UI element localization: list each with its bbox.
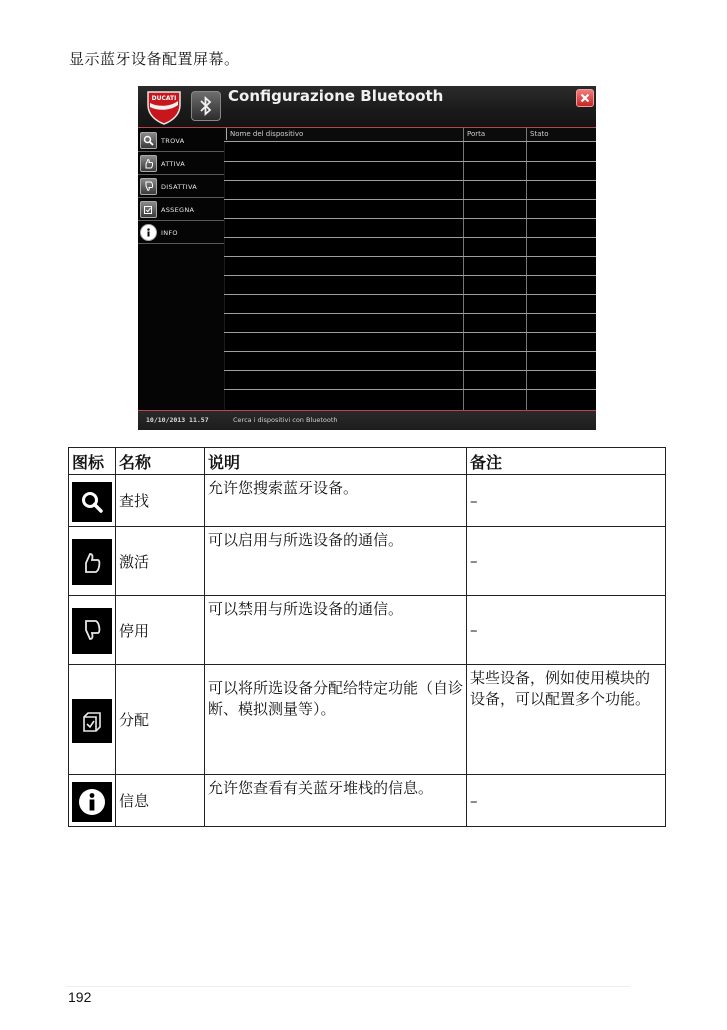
thumbs-down-icon: [72, 608, 112, 654]
sidebar-item-assegna[interactable]: ASSEGNA: [138, 199, 224, 221]
thumbs-down-icon: [140, 178, 157, 195]
table-row: [69, 527, 666, 596]
row-note: 某些设备，例如使用模块的设备，可以配置多个功能。: [467, 665, 666, 775]
bluetooth-icon: [199, 96, 213, 116]
row-note: –: [467, 527, 666, 596]
device-table[interactable]: [224, 128, 596, 410]
row-divider: [224, 256, 596, 257]
sidebar-item-attiva[interactable]: ATTIVA: [138, 153, 224, 175]
row-name: 分配: [116, 665, 205, 775]
svg-text:DUCATI: DUCATI: [151, 95, 177, 102]
row-name: 查找: [116, 475, 205, 527]
header-notes: 备注: [467, 448, 666, 475]
status-datetime: 10/10/2013 11.57: [146, 416, 209, 424]
row-name: 激活: [116, 527, 205, 596]
column-divider: [463, 128, 464, 410]
row-description: 可以禁用与所选设备的通信。: [205, 596, 467, 665]
row-divider: [224, 351, 596, 352]
row-divider: [224, 294, 596, 295]
header-icon: 图标: [69, 448, 116, 475]
assign-check-icon: [72, 699, 112, 743]
row-description: 可以启用与所选设备的通信。: [205, 527, 467, 596]
thumbs-up-icon: [140, 155, 157, 172]
row-divider: [224, 389, 596, 390]
table-row: [69, 596, 666, 665]
table-header-row: [69, 448, 666, 475]
row-divider: [224, 313, 596, 314]
assign-check-icon: [140, 201, 157, 218]
footer-divider: [66, 986, 630, 987]
sidebar: [138, 128, 225, 410]
row-divider: [224, 237, 596, 238]
row-name: 信息: [116, 775, 205, 827]
row-divider: [224, 161, 596, 162]
row-note: –: [467, 475, 666, 527]
page-number: 192: [68, 989, 92, 1005]
row-divider: [224, 332, 596, 333]
sidebar-item-info[interactable]: INFO: [138, 222, 224, 244]
header-name: 名称: [116, 448, 205, 475]
status-message: Cerca i dispositivi con Bluetooth: [233, 416, 338, 424]
row-divider: [224, 275, 596, 276]
info-icon: [72, 782, 112, 822]
status-bar: [138, 410, 596, 430]
search-icon: [72, 482, 112, 522]
icon-reference-table: [68, 447, 666, 827]
sidebar-item-disattiva[interactable]: DISATTIVA: [138, 176, 224, 198]
row-note: –: [467, 775, 666, 827]
row-name: 停用: [116, 596, 205, 665]
close-icon: [580, 93, 590, 103]
column-divider: [526, 128, 527, 410]
row-note: –: [467, 596, 666, 665]
table-row: [69, 775, 666, 827]
sidebar-item-trova[interactable]: TROVA: [138, 130, 224, 152]
header-description: 说明: [205, 448, 467, 475]
bluetooth-config-screenshot: [138, 86, 596, 430]
table-row: [69, 475, 666, 527]
row-divider: [224, 370, 596, 371]
column-header-port[interactable]: Porta: [463, 128, 524, 140]
device-table-header: [224, 128, 596, 141]
title-bar: [138, 86, 596, 127]
row-description: 可以将所选设备分配给特定功能（自诊断、模拟测量等）。: [205, 665, 467, 775]
row-divider: [224, 218, 596, 219]
close-button[interactable]: [576, 89, 594, 107]
thumbs-up-icon: [72, 539, 112, 585]
row-description: 允许您搜索蓝牙设备。: [205, 475, 467, 527]
row-divider: [224, 199, 596, 200]
row-description: 允许您查看有关蓝牙堆栈的信息。: [205, 775, 467, 827]
table-row: [69, 665, 666, 775]
column-header-device-name[interactable]: Nome del dispositivo: [226, 128, 461, 140]
search-icon: [140, 132, 157, 149]
row-divider: [224, 141, 596, 142]
info-icon: [140, 224, 157, 241]
intro-text: 显示蓝牙设备配置屏幕。: [69, 50, 240, 68]
bluetooth-button[interactable]: [191, 91, 221, 121]
row-divider: [224, 180, 596, 181]
ducati-logo-icon: [144, 89, 184, 125]
column-header-status[interactable]: Stato: [526, 128, 594, 140]
app-title: Configurazione Bluetooth: [228, 87, 444, 105]
